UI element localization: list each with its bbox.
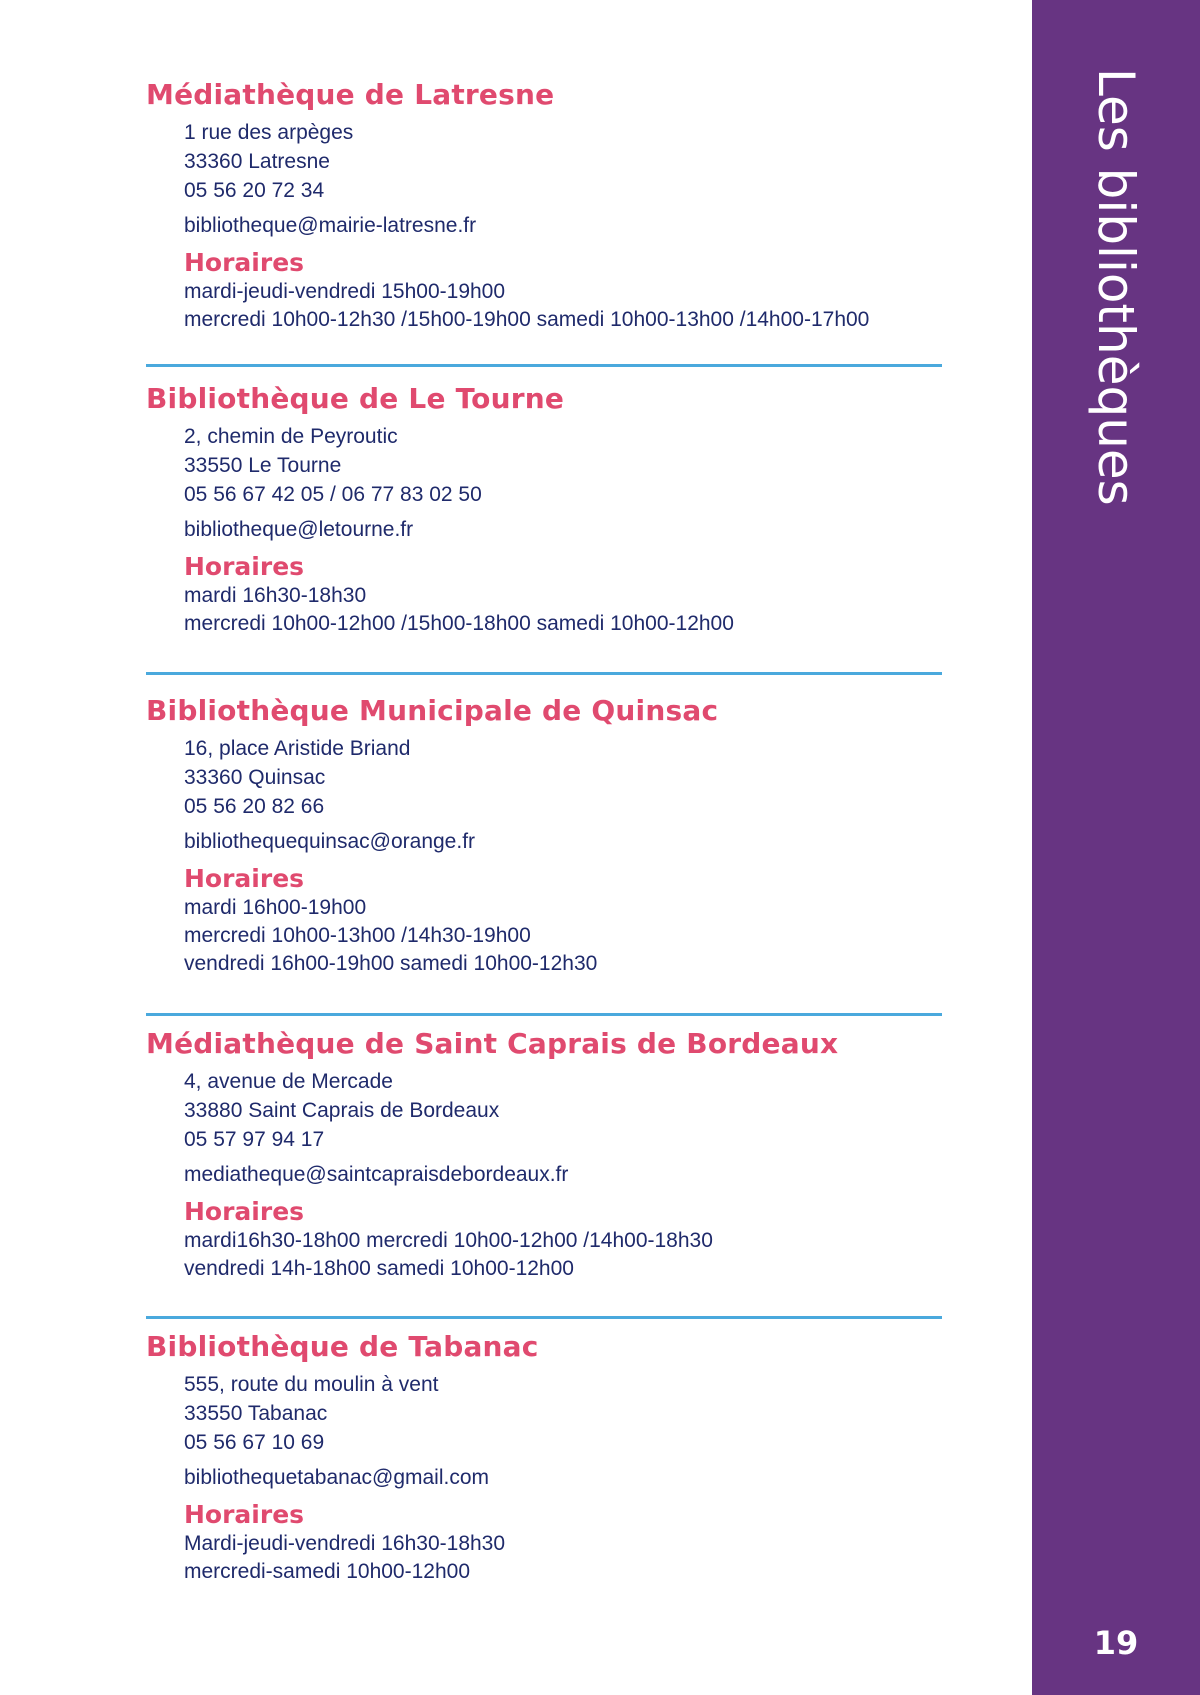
library-name: Bibliothèque de Tabanac bbox=[146, 1330, 539, 1363]
library-address bbox=[184, 1067, 942, 1154]
hours-line: mardi 16h30-18h30 bbox=[184, 584, 367, 607]
hours-line: mardi16h30-18h00 mercredi 10h00-12h00 /14h00-18h30 bbox=[184, 1229, 713, 1252]
address-line: 16, place Aristide Briand bbox=[184, 737, 411, 760]
hours-line: mardi-jeudi-vendredi 15h00-19h00 bbox=[184, 280, 506, 303]
address-line: 2, chemin de Peyroutic bbox=[184, 425, 398, 448]
email-address: bibliothequequinsac@orange.fr bbox=[184, 830, 476, 853]
section-divider bbox=[146, 672, 942, 675]
library-name: Bibliothèque Municipale de Quinsac bbox=[146, 694, 719, 727]
phone-number: 05 56 20 72 34 bbox=[184, 179, 325, 202]
hours-line: mercredi 10h00-13h00 /14h30-19h00 bbox=[184, 924, 531, 947]
address-line: 33360 Quinsac bbox=[184, 766, 326, 789]
hours-line: Mardi-jeudi-vendredi 16h30-18h30 bbox=[184, 1532, 506, 1555]
library-name: Bibliothèque de Le Tourne bbox=[146, 382, 565, 415]
section-divider bbox=[146, 364, 942, 367]
hours-line: mercredi 10h00-12h00 /15h00-18h00 samedi 10h00-12h00 bbox=[184, 612, 734, 635]
hours-heading: Horaires bbox=[184, 1197, 305, 1226]
library-entry-le-tourne bbox=[146, 382, 942, 638]
page-number: 19 bbox=[1093, 1624, 1139, 1662]
library-address bbox=[184, 734, 942, 821]
phone-number: 05 56 67 42 05 / 06 77 83 02 50 bbox=[184, 483, 482, 506]
hours-heading: Horaires bbox=[184, 864, 305, 893]
hours-heading: Horaires bbox=[184, 552, 305, 581]
address-line: 33550 Tabanac bbox=[184, 1402, 328, 1425]
library-name: Médiathèque de Saint Caprais de Bordeaux bbox=[146, 1027, 839, 1060]
library-entry-tabanac bbox=[146, 1330, 942, 1586]
library-address bbox=[184, 1370, 942, 1457]
phone-number: 05 56 20 82 66 bbox=[184, 795, 325, 818]
hours-line: vendredi 14h-18h00 samedi 10h00-12h00 bbox=[184, 1257, 574, 1280]
address-line: 1 rue des arpèges bbox=[184, 121, 354, 144]
hours-line: mardi 16h00-19h00 bbox=[184, 896, 367, 919]
section-divider bbox=[146, 1013, 942, 1016]
email-address: mediatheque@saintcapraisdebordeaux.fr bbox=[184, 1163, 569, 1186]
email-address: bibliotheque@mairie-latresne.fr bbox=[184, 214, 477, 237]
hours-heading: Horaires bbox=[184, 248, 305, 277]
hours-line: vendredi 16h00-19h00 samedi 10h00-12h30 bbox=[184, 952, 598, 975]
address-line: 4, avenue de Mercade bbox=[184, 1070, 393, 1093]
library-name: Médiathèque de Latresne bbox=[146, 78, 555, 111]
hours-line: mercredi-samedi 10h00-12h00 bbox=[184, 1560, 470, 1583]
library-entry-saint-caprais bbox=[146, 1027, 942, 1283]
email-address: bibliothequetabanac@gmail.com bbox=[184, 1466, 490, 1489]
library-address bbox=[184, 118, 942, 205]
address-line: 33550 Le Tourne bbox=[184, 454, 342, 477]
phone-number: 05 57 97 94 17 bbox=[184, 1128, 325, 1151]
library-entry-latresne bbox=[146, 78, 942, 334]
address-line: 33360 Latresne bbox=[184, 150, 330, 173]
library-address bbox=[184, 422, 942, 509]
section-divider bbox=[146, 1316, 942, 1319]
section-sidebar bbox=[1032, 0, 1200, 1695]
address-line: 555, route du moulin à vent bbox=[184, 1373, 439, 1396]
library-entry-quinsac bbox=[146, 694, 942, 978]
phone-number: 05 56 67 10 69 bbox=[184, 1431, 325, 1454]
hours-line: mercredi 10h00-12h30 /15h00-19h00 samedi 10h00-13h00 /14h00-17h00 bbox=[184, 308, 870, 331]
hours-heading: Horaires bbox=[184, 1500, 305, 1529]
email-address: bibliotheque@letourne.fr bbox=[184, 518, 414, 541]
section-title: Les bibliothèques bbox=[1087, 68, 1145, 506]
address-line: 33880 Saint Caprais de Bordeaux bbox=[184, 1099, 500, 1122]
